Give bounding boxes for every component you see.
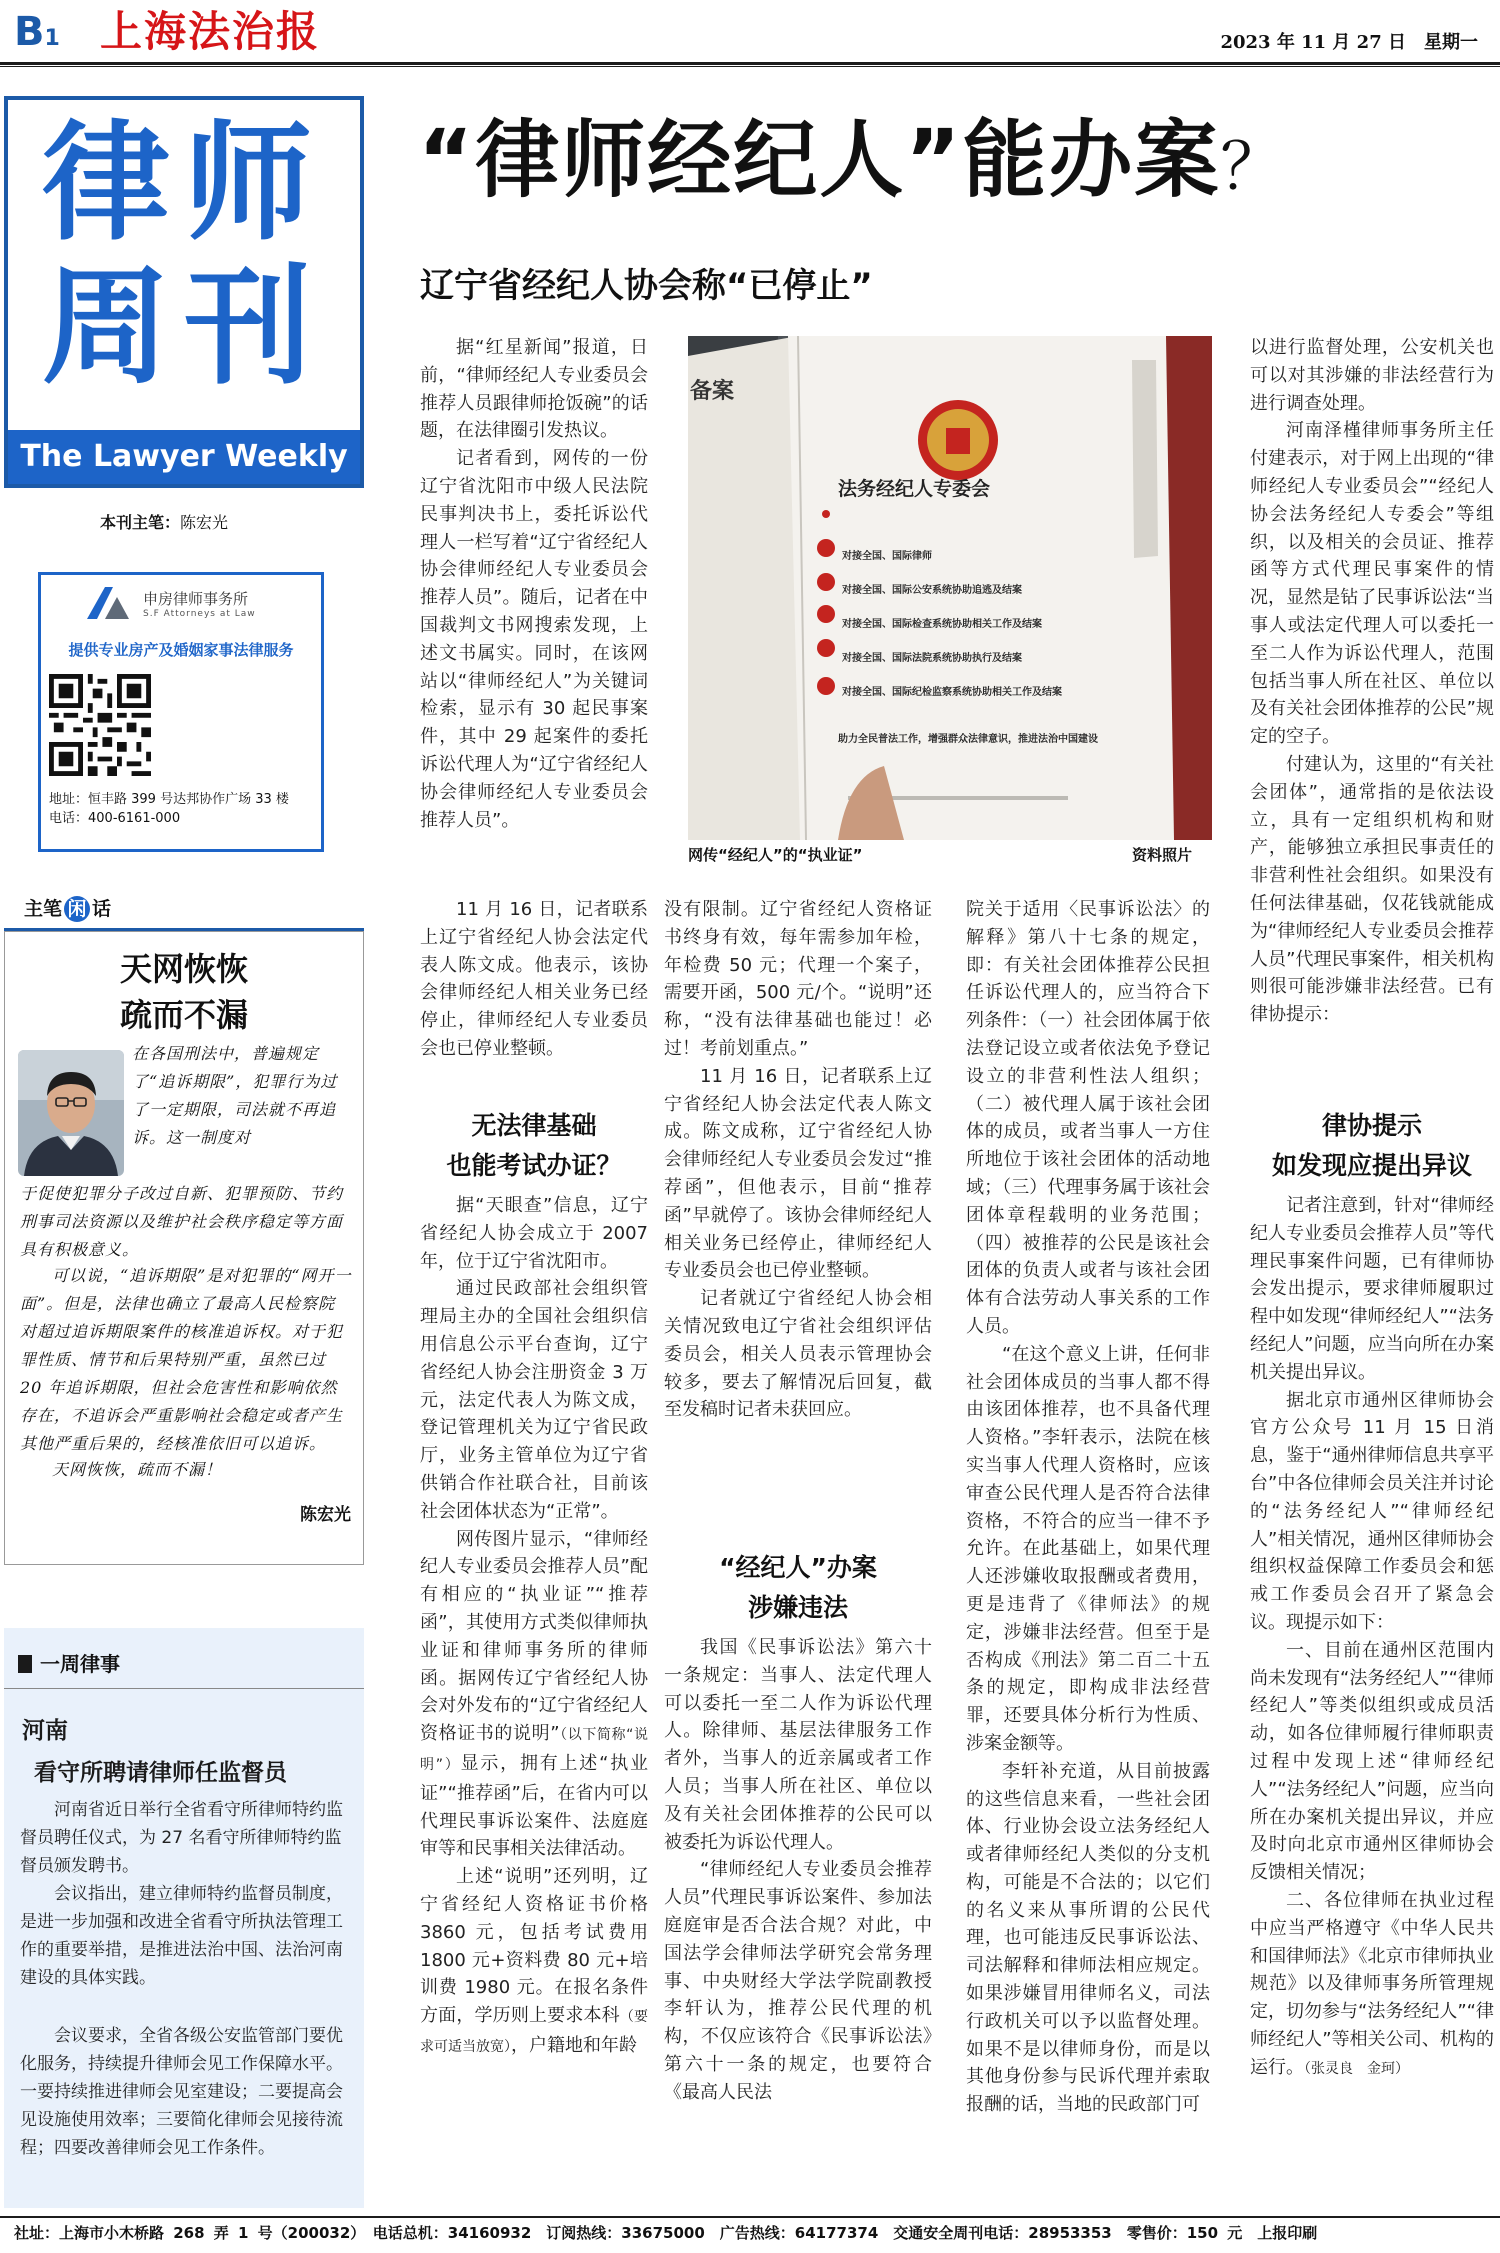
header-rule	[0, 62, 1500, 65]
article-text: 上述“说明”还列明，辽宁省经纪人资格证书价格 3860 元，包括考试费用 1800 元+资料费 80 元+培训费 1980 元。在报名条件方面，学历则上要求本科	[420, 1866, 648, 2027]
firm-logo-icon	[83, 583, 133, 623]
article-paragraph: 河南泽槿律师事务所主任付建表示，对于网上出现的“律师经纪人专业委员会”“经纪人协会法务经纪人专委会”等组织，以及相关的会员证、推荐函等方式代理民事案件的情况，显然是钻了民事诉讼法“当事人或法定代理人可以委托一至二人作为诉讼代理人，范围包括当事人所在社区、单位以及有关社会团体推荐的公民”规定的空子。	[1250, 420, 1494, 748]
article-column-1-mid	[420, 896, 648, 1063]
weekly-paragraph-2: 会议指出，建立律师特约监督员制度，是进一步加强和改进全省看守所执法管理工作的重要举措，是推进法治中国、法治河南建设的具体实践。	[20, 1884, 343, 1988]
column-paragraph-3: 天网恢恢，疏而不漏！	[52, 1460, 223, 1479]
article-column-4-bottom	[1250, 1192, 1494, 2084]
ad-address-line: 地址：恒丰路 399 号达邦协作广场 33 楼	[49, 792, 289, 807]
brand-english-title: The Lawyer Weekly	[8, 430, 360, 484]
article-paragraph: 没有限制。辽宁省经纪人资格证书终身有效，每年需参加年检，年检费 50 元；代理一个案子，需要开函，500 元/个。“说明”还称，“没有法律基础也能过！必过！考前划重点。”	[664, 899, 932, 1059]
article-paragraph: 付建认为，这里的“有关社会团体”，通常指的是依法设立，具有一定组织机构和财产，能够独立承担民事责任的非营利性社会组织。如果没有任何法律基础，仅花钱就能成为“律师经纪人专业委员会推荐人员”代理民事案件，相关机构则很可能涉嫌非法经营。已有律协提示：	[1250, 753, 1494, 1026]
qr-code-icon	[49, 674, 151, 776]
article-paragraph: 11 月 16 日，记者联系上辽宁省经纪人协会法定代表人陈文成。他表示，该协会律师经纪人相关业务已经停止，律师经纪人专业委员会也已停业整顿。	[420, 899, 648, 1059]
article-paragraph: “律师经纪人专业委员会推荐人员”代理民事诉讼案件、参加法庭庭审是否合法合规？对此，中国法学会律师法学研究会常务理事、中央财经大学法学院副教授李轩认为，推荐公民代理的机构，不仅应该符合《民事诉讼法》第六十一条的规定，也要符合《最高人民法	[664, 1859, 932, 2103]
booklet-row: 对接全国、国际法院系统协助执行及结案	[842, 653, 1022, 664]
article-byline: （张灵良 金珂）	[1304, 2060, 1409, 2077]
article-column-4-top	[1250, 334, 1494, 1029]
photo-credit: 资料照片	[1132, 846, 1193, 864]
issue-date: 2023 年 11 月 27 日 星期一	[1220, 32, 1478, 53]
section-heading-3	[1250, 1106, 1494, 1186]
article-text: 二、各位律师在执业过程中应当严格遵守《中华人民共和国律师法》《北京市律师执业规范》以及律师事务所管理规定，切勿参与“法务经纪人”“律师经纪人”等相关公司、机构的运行。	[1250, 1889, 1494, 2078]
section-brand-box	[4, 96, 364, 488]
booklet-edge-label: 备案	[690, 379, 735, 404]
article-text: 网传图片显示，“律师经纪人专业委员会推荐人员”配有相应的“执业证”“推荐函”，其使用方式类似律师执业证和律师事务所的律师函。据网传辽宁省经纪人协会对外发布的“辽宁省经纪人资格证书的说明”	[420, 1528, 648, 1745]
footer-rule	[0, 2216, 1500, 2218]
editor-name: 陈宏光	[180, 513, 229, 532]
column-signature: 陈宏光	[300, 1505, 351, 1525]
column-header	[24, 894, 111, 922]
weekly-paragraph-3: 会议要求，全省各级公安监管部门要优化服务，持续提升律师会见工作保障水平。一要持续推进律师会见室建设；二要提高会见设施使用效率；三要简化律师会见接待流程；四要改善律师会见工作条件。	[20, 2026, 343, 2158]
certificate-photo	[688, 336, 1212, 840]
square-bullet-icon	[18, 1655, 32, 1673]
article-note: （要求可适当放宽）	[420, 2009, 649, 2055]
section-heading-1-line1: 无法律基础	[471, 1111, 597, 1140]
footer-info: 社址：上海市小木桥路 268 弄 1 号（200032） 电话总机：34160932 订阅热线：33675000 广告热线：64177374 交通安全周刊电话：28953353 零售价：150 元 上报印刷	[14, 2224, 1318, 2242]
article-headline	[418, 110, 1286, 218]
article-paragraph: 我国《民事诉讼法》第六十一条规定：当事人、法定代理人可以委托一至二人作为诉讼代理人。除律师、基层法律服务工作者外，当事人的近亲属或者工作人员；当事人所在社区、单位以及有关社会团体推荐的公民可以被委托为诉讼代理人。	[664, 1637, 932, 1853]
article-text: 显示，拥有上述“执业证”“推荐函”后，在省内可以代理民事诉讼案件、法庭庭审等和民事相关法律活动。	[420, 1752, 648, 1860]
section-heading-3-line2: 如发现应提出异议	[1271, 1151, 1472, 1180]
column-paragraph-2: 可以说，“追诉期限”是对犯罪的“网开一面”。但是，法律也确立了最高人民检察院对超过追诉期限案件的核准追诉权。对于犯罪性质、情节和后果特别严重，虽然已过 20 年追诉期限，但社会危害性和影响依然存在，不追诉会严重影响社会稳定或者产生其他严重后果的，经核准依旧可以追诉。	[20, 1266, 352, 1453]
weekly-paragraph-1: 河南省近日举行全省看守所律师特约监督员聘任仪式，为 27 名看守所律师特约监督员颁发聘书。	[20, 1800, 343, 1876]
column-header-pre: 主笔	[24, 898, 63, 920]
article-paragraph: 记者注意到，针对“律师经纪人专业委员会推荐人员”等代理民事案件问题，已有律师协会发出提示，要求律师履职过程中如发现“律师经纪人”“法务经纪人”问题，应当向所在办案机关提出异议。	[1250, 1195, 1494, 1383]
headline-text: “律师经纪人”能办案	[418, 111, 1221, 209]
column-paragraph-1b: 于促使犯罪分子改过自新、犯罪预防、节约刑事司法资源以及维护社会秩序稳定等方面具有积极意义。	[20, 1184, 344, 1259]
article-column-1-bottom	[420, 1192, 648, 2062]
header-rule-thin	[0, 66, 1500, 67]
section-heading-2-line1: “经纪人”办案	[719, 1553, 877, 1582]
ad-firm-names	[143, 588, 256, 619]
section-heading-1	[420, 1106, 648, 1186]
booklet-row: 对接全国、国际纪检监察系统协助相关工作及结案	[842, 687, 1062, 698]
article-paragraph: 一、目前在通州区范围内尚未发现有“法务经纪人”“律师经纪人”等类似组织或成员活动，如各位律师履行律师职责过程中发现上述“律师经纪人”“法务经纪人”问题，应当向所在办案机关提出异议，并应及时向北京市通州区律师协会反馈相关情况；	[1250, 1639, 1494, 1884]
article-paragraph: 据“天眼查”信息，辽宁省经纪人协会成立于 2007 年，位于辽宁省沈阳市。	[420, 1195, 648, 1272]
editor-label: 本刊主笔：	[100, 513, 181, 532]
article-paragraph: 记者看到，网传的一份辽宁省沈阳市中级人民法院民事判决书上，委托诉讼代理人一栏写着“辽宁省经纪人协会律师经纪人专业委员会推荐人员”。随后，记者在中国裁判文书网搜索发现，上述文书属实。同时，在该网站以“律师经纪人”为关键词检索，显示有 30 起民事案件，其中 29 起案件的委托诉讼代理人为“辽宁省经纪人协会律师经纪人专业委员会推荐人员”。	[420, 448, 648, 831]
section-heading-2	[664, 1548, 932, 1628]
section-heading-2-line2: 涉嫌违法	[747, 1593, 848, 1622]
article-paragraph: 院关于适用〈民事诉讼法〉的解释》第八十七条的规定，即：有关社会团体推荐公民担任诉讼代理人的，应当符合下列条件：（一）社会团体属于依法登记设立或者依法免予登记设立的非营利性法人组织；（二）被代理人属于该社会团体的成员，或者当事人一方住所地位于该社会团体的活动地域；（三）代理事务属于该社会团体章程载明的业务范围；（四）被推荐的公民是该社会团体的负责人或者与该社会团体有合法劳动人事关系的工作人员。	[966, 899, 1210, 1337]
article-paragraph: 李轩补充道，从目前披露的这些信息来看，一些社会团体、行业协会设立法务经纪人或者律师经纪人类似的分支机构，可能是不合法的；以它们的名义来从事所谓的公民代理，也可能违反民事诉讼法、司法解释和律师法相应规定。如果涉嫌冒用律师名义，司法行政机关可以予以监督处理。如果不是以律师身份，而是以其他身份参与民诉代理并索取报酬的话，当地的民政部门可	[966, 1760, 1210, 2116]
article-paragraph: 以进行监督处理，公安机关也可以对其涉嫌的非法经营行为进行调查处理。	[1250, 337, 1494, 414]
column-header-tag: 闲	[64, 896, 90, 922]
author-photo	[18, 1050, 124, 1176]
weekly-news-rule	[4, 1688, 364, 1689]
booklet-footer: 助力全民普法工作，增强群众法律意识，推进法治中国建设	[838, 734, 1098, 745]
masthead-logo: 上海法治报	[100, 7, 321, 56]
article-column-3	[966, 896, 1210, 2119]
ad-logo-row	[83, 583, 313, 623]
booklet-title: 法务经纪人专委会	[838, 478, 991, 500]
section-heading-3-line1: 律协提示	[1321, 1111, 1422, 1140]
article-paragraph: 据“红星新闻”报道，日前，“律师经纪人专业委员会推荐人员跟律师抢饭碗”的话题，在法律圈引发热议。	[420, 337, 648, 442]
booklet-row: 对接全国、国际律师	[842, 551, 932, 562]
article-note: （以下简称“说明”）	[420, 1727, 648, 1773]
article-column-1-top	[420, 334, 648, 834]
booklet-row: 对接全国、国际检查系统协助相关工作及结案	[842, 619, 1042, 630]
article-paragraph: “在这个意义上讲，任何非社会团体成员的当事人都不得由该团体推荐，也不具备代理人资格。”李轩表示，法院在核实当事人代理人资格时，应该审查公民代理人是否符合法律资格，不符合的应当一律不予允许。在此基础上，如果代理人还涉嫌收取报酬或者费用，更是违背了《律师法》的规定，涉嫌非法经营。但至于是否构成《刑法》第二百二十五条的规定，即构成非法经营罪，还要具体分析行为性质、涉案金额等。	[966, 1343, 1210, 1754]
article-paragraph	[1250, 1887, 1494, 2084]
section-heading-1-line2: 也能考试办证？	[446, 1151, 622, 1180]
article-text: ，户籍地和年龄	[511, 2034, 637, 2056]
weekly-news-header-text: 一周律事	[40, 1652, 120, 1676]
ad-firm-name-en: S.F Attorneys at Law	[143, 608, 256, 619]
booklet-row: 对接全国、国际公安系统协助追逃及结案	[842, 585, 1022, 596]
page-number: B1	[14, 9, 60, 55]
weekly-news-title: 看守所聘请律师任监督员	[34, 1760, 287, 1786]
article-paragraph: 记者就辽宁省经纪人协会相关情况致电辽宁省社会组织评估委员会，相关人员表示管理协会较多，要去了解情况后回复，截至发稿时记者未获回应。	[664, 1288, 932, 1421]
ad-firm-name: 申房律师事务所	[143, 589, 249, 608]
weekly-news-header	[18, 1648, 120, 1677]
article-paragraph: 通过民政部社会组织管理局主办的全国社会组织信用信息公示平台查询，辽宁省经纪人协会注册资金 3 万元，法定代表人为陈文成，登记管理机关为辽宁省民政厅，业务主管单位为辽宁省供销合作社联合社，目前该社会团体状态为“正常”。	[420, 1278, 648, 1522]
law-firm-ad	[38, 572, 324, 852]
ad-phone-line: 电话：400-6161-000	[49, 811, 181, 826]
photo-caption: 网传“经纪人”的“执业证”	[688, 846, 863, 864]
column-title-line1: 天网恢恢	[119, 950, 248, 988]
ad-tagline: 提供专业房产及婚姻家事法律服务	[68, 641, 294, 659]
booklet-services-list	[842, 540, 1142, 710]
column-title-line2: 疏而不漏	[119, 996, 248, 1034]
headline-question-mark: ？	[1220, 131, 1287, 205]
editor-credit	[100, 510, 228, 533]
article-paragraph	[420, 1526, 648, 1864]
article-column-2-bottom	[664, 1634, 932, 2107]
article-paragraph: 11 月 16 日，记者联系上辽宁省经纪人协会法定代表人陈文成。陈文成称，辽宁省经纪人协会律师经纪人专业委员会发过“推荐函”，但他表示，目前“推荐函”早就停了。该协会律师经纪人相关业务已经停止，律师经纪人专业委员会也已停业整顿。	[664, 1065, 932, 1282]
column-paragraph-1a: 在各国刑法中，普遍规定了“追诉期限”，犯罪行为过了一定期限，司法就不再追诉。这一制度对	[132, 1044, 338, 1147]
author-portrait-icon	[18, 1050, 124, 1176]
article-subheadline: 辽宁省经纪人协会称“已停止”	[420, 266, 873, 306]
article-column-2	[664, 896, 932, 1424]
brand-title-line2: 周刊	[41, 253, 326, 402]
column-header-post: 话	[92, 898, 112, 920]
brand-title-line1: 律师	[41, 109, 326, 258]
article-paragraph: 据北京市通州区律师协会官方公众号 11 月 15 日消息，鉴于“通州律师信息共享平台”中各位律师会员关注并讨论的“法务经纪人”“律师经纪人”相关情况，通州区律师协会组织权益保障工作委员会和惩戒工作委员会召开了紧急会议。现提示如下：	[1250, 1389, 1494, 1633]
weekly-news-region: 河南	[22, 1718, 68, 1744]
ad-contact	[49, 790, 313, 828]
article-paragraph	[420, 1863, 648, 2062]
